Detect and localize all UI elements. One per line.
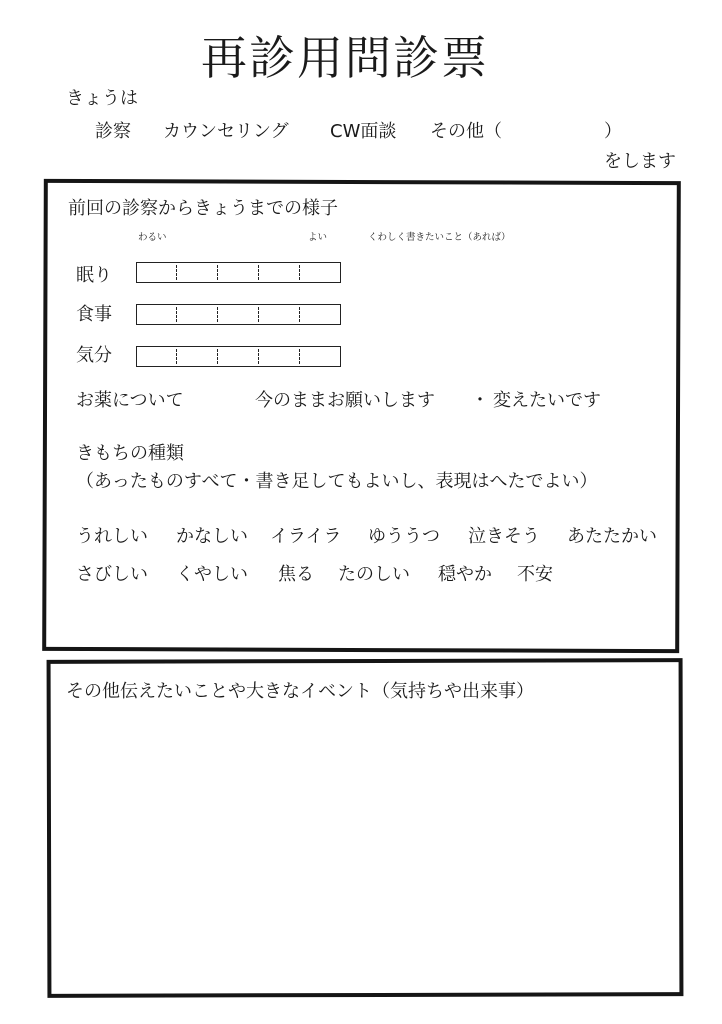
section2-box[interactable] xyxy=(47,658,684,998)
medicine-option-keep[interactable]: 今のままお願いします xyxy=(255,390,435,411)
option-other[interactable]: その他（ xyxy=(430,121,502,142)
feelings-note: （あったものすべて・書き足してもよいし、表現はへたでよい） xyxy=(76,471,598,492)
option-cw-mendan[interactable]: CW面談 xyxy=(330,121,397,142)
page-title: 再診用問診票 xyxy=(201,31,489,85)
option-shinsatsu[interactable]: 診察 xyxy=(95,121,131,142)
feeling-tanoshii[interactable]: たのしい xyxy=(338,564,410,585)
feeling-kanashii[interactable]: かなしい xyxy=(176,526,248,547)
scale-mood[interactable] xyxy=(136,346,341,367)
row-label-mood: 気分 xyxy=(76,345,112,366)
medicine-separator: ・ xyxy=(471,390,489,411)
scale-meal[interactable] xyxy=(136,304,341,325)
feeling-atatakai[interactable]: あたたかい xyxy=(567,526,657,547)
scale-label-good: よい xyxy=(308,232,328,243)
row-label-sleep: 眠り xyxy=(76,265,112,286)
feeling-odayaka[interactable]: 穏やか xyxy=(438,564,492,585)
medicine-label: お薬について xyxy=(76,390,184,411)
row-label-meal: 食事 xyxy=(76,304,112,325)
scale-label-bad: わるい xyxy=(138,232,167,243)
feeling-fuan[interactable]: 不安 xyxy=(517,564,553,585)
section1-heading: 前回の診察からきょうまでの様子 xyxy=(68,198,338,219)
feelings-heading: きもちの種類 xyxy=(76,443,184,464)
option-other-close-paren: ） xyxy=(604,121,622,142)
feeling-nakisou[interactable]: 泣きそう xyxy=(468,526,540,547)
intro-today-label: きょうは xyxy=(66,88,138,109)
feeling-iraira[interactable]: イライラ xyxy=(270,526,342,547)
section2-heading: その他伝えたいことや大きなイベント（気持ちや出来事） xyxy=(66,681,534,702)
feeling-aseru[interactable]: 焦る xyxy=(278,564,314,585)
scale-label-detail: くわしく書きたいこと（あれば） xyxy=(368,232,511,243)
feeling-kuyashii[interactable]: くやしい xyxy=(176,564,248,585)
option-counseling[interactable]: カウンセリング xyxy=(163,121,289,142)
intro-suffix: をします xyxy=(604,151,676,172)
feeling-sabishii[interactable]: さびしい xyxy=(76,564,148,585)
feeling-ureshii[interactable]: うれしい xyxy=(76,526,148,547)
medicine-option-change[interactable]: 変えたいです xyxy=(493,390,601,411)
feeling-yuutsu[interactable]: ゆううつ xyxy=(368,526,440,547)
scale-sleep[interactable] xyxy=(136,262,341,283)
